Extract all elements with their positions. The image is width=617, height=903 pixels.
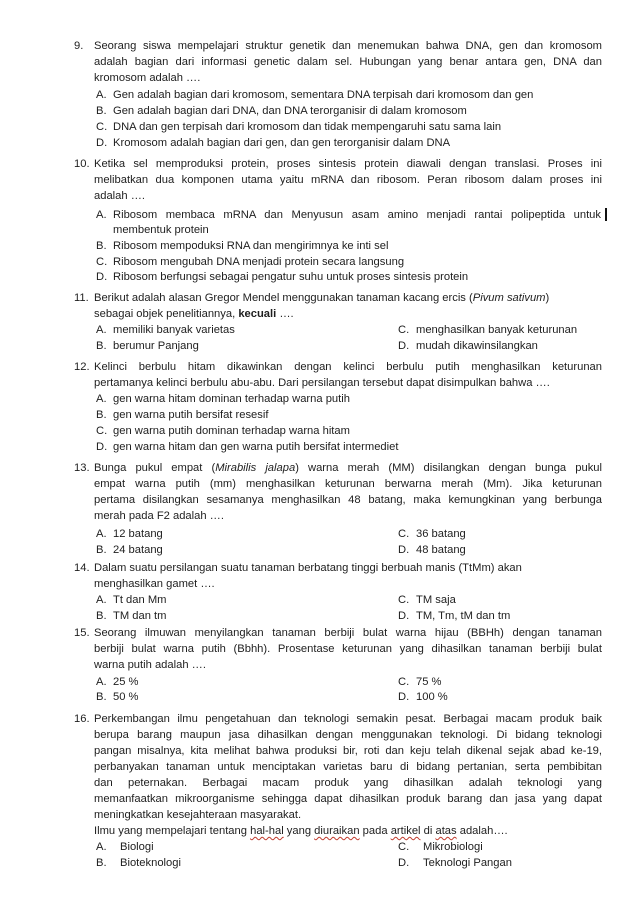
option-letter: B. bbox=[96, 240, 107, 252]
option-letter: A. bbox=[96, 393, 107, 405]
stem-text: Bunga pukul empat ( bbox=[94, 462, 216, 474]
option-letter: D. bbox=[398, 691, 410, 703]
option-text: Mikrobiologi bbox=[423, 841, 483, 853]
option-letter: B. bbox=[96, 340, 107, 352]
option-text: TM dan tm bbox=[113, 610, 167, 622]
option-text: TM saja bbox=[416, 594, 456, 606]
option-letter: D. bbox=[398, 544, 410, 556]
question-stem-line: meningkatkan kesejahteraan masyarakat. bbox=[94, 809, 302, 821]
option-text-continued: membentuk protein bbox=[113, 224, 209, 236]
question-number: 10. bbox=[74, 158, 90, 170]
option-letter: B. bbox=[96, 105, 107, 117]
question-stem-line: pertama disilangkan sesamanya menghasilkan 48 batang, maka kemungkinan yang berbunga bbox=[94, 494, 602, 506]
option-text: menghasilkan banyak keturunan bbox=[416, 324, 578, 336]
option-letter: A. bbox=[96, 841, 107, 853]
question-number: 14. bbox=[74, 562, 90, 574]
question-stem-line: Perkembangan ilmu pengetahuan dan teknologi semakin pesat. Berbagai macam produk baik bbox=[94, 713, 602, 725]
option-text: Ribosom membaca mRNA dan Menyusun asam amino menjadi rantai polipeptida untuk bbox=[113, 209, 601, 221]
option-letter: D. bbox=[96, 137, 108, 149]
option-text: Teknologi Pangan bbox=[423, 857, 512, 869]
question-stem-line: merah pada F2 adalah …. bbox=[94, 510, 224, 522]
option-letter: C. bbox=[398, 594, 410, 606]
option-text: Gen adalah bagian dari kromosom, sementara DNA terpisah dari kromosom dan gen bbox=[113, 89, 534, 101]
option-letter: C. bbox=[96, 425, 108, 437]
emphasis-word: kecuali bbox=[238, 308, 277, 320]
question-stem-line: adalah …. bbox=[94, 190, 145, 202]
stem-text: pada bbox=[359, 825, 391, 837]
option-text: Ribosom mengubah DNA menjadi protein secara langsung bbox=[113, 256, 405, 268]
option-text: gen warna hitam dominan terhadap warna putih bbox=[113, 393, 350, 405]
option-letter: D. bbox=[398, 340, 410, 352]
question-stem-line: warna putih adalah …. bbox=[94, 659, 206, 671]
option-text: Ribosom mempoduksi RNA dan mengirimnya ke inti sel bbox=[113, 240, 389, 252]
question-stem-line: dan peternakan. Berbagai macam produk yang dihasilkan adalah teknologi yang bbox=[94, 777, 602, 789]
option-text: 75 % bbox=[416, 676, 442, 688]
question-stem-line: kromosom adalah …. bbox=[94, 72, 201, 84]
question-stem-line: perbanyakan tanaman untuk menciptakan varietas baru di bidang pertanian, serta pembibitan bbox=[94, 761, 602, 773]
question-stem-line: memanfaatkan mikroorganisme sehingga dapat dihasilkan produk barang dan jasa yang dapat bbox=[94, 793, 602, 805]
option-letter: B. bbox=[96, 610, 107, 622]
question-stem-line: Seorang ilmuwan menyilangkan tanaman berbiji bulat warna hijau (BBHh) dengan tanaman bbox=[94, 627, 602, 639]
option-text: gen warna putih bersifat resesif bbox=[113, 409, 269, 421]
option-letter: C. bbox=[96, 256, 108, 268]
stem-text: adalah…. bbox=[456, 825, 508, 837]
stem-text: sebagai objek penelitiannya, bbox=[94, 308, 239, 320]
option-text: Tt dan Mm bbox=[113, 594, 167, 606]
option-letter: B. bbox=[96, 409, 107, 421]
option-letter: B. bbox=[96, 691, 107, 703]
option-text: 24 batang bbox=[113, 544, 163, 556]
question-stem-line: pangan misalnya, kita melihat bahwa produksi bir, roti dan keju telah dikenal sejak abad ke-19, bbox=[94, 745, 602, 757]
option-text: gen warna putih dominan terhadap warna hitam bbox=[113, 425, 350, 437]
stem-text: di bbox=[420, 825, 436, 837]
question-number: 12. bbox=[74, 361, 90, 373]
stem-text: …. bbox=[276, 308, 294, 320]
option-letter: C. bbox=[398, 324, 410, 336]
option-text: 48 batang bbox=[416, 544, 466, 556]
option-letter: A. bbox=[96, 594, 107, 606]
question-stem-line: Seorang siswa mempelajari struktur genetik dan menemukan bahwa DNA, gen dan kromosom bbox=[94, 40, 602, 52]
question-stem-line: Dalam suatu persilangan suatu tanaman berbatang tinggi berbuah manis (TtMm) akan bbox=[94, 562, 522, 574]
option-text: 25 % bbox=[113, 676, 139, 688]
option-letter: D. bbox=[96, 441, 108, 453]
question-stem-line: Kelinci berbulu hitam dikawinkan dengan kelinci berbulu putih menghasilkan keturunan bbox=[94, 361, 602, 373]
option-letter: D. bbox=[96, 271, 108, 283]
question-number: 15. bbox=[74, 627, 90, 639]
option-text: 100 % bbox=[416, 691, 448, 703]
option-letter: C. bbox=[398, 841, 410, 853]
question-stem-line: Ketika sel memproduksi protein, proses sintesis protein diawali dengan translasi. Proses ini bbox=[94, 158, 602, 170]
option-letter: B. bbox=[96, 857, 107, 869]
spellcheck-word: artikel bbox=[390, 825, 421, 837]
question-stem-line: berupa barang maupun jasa dihasilkan dengan menggunakan teknologi. Di bidang teknologi bbox=[94, 729, 602, 741]
option-text: berumur Panjang bbox=[113, 340, 199, 352]
option-text: 50 % bbox=[113, 691, 139, 703]
option-text: Biologi bbox=[120, 841, 154, 853]
question-stem-line: berbiji bulat warna putih (Bbhh). Prosentase keturunan yang dihasilkan tanaman berbiji bulat bbox=[94, 643, 602, 655]
option-text: 12 batang bbox=[113, 528, 163, 540]
option-letter: A. bbox=[96, 324, 107, 336]
option-text: mudah dikawinsilangkan bbox=[416, 340, 538, 352]
question-stem-line: menghasilkan gamet …. bbox=[94, 578, 215, 590]
option-letter: A. bbox=[96, 89, 107, 101]
question-stem-line: pertamanya kelinci berbulu abu-abu. Dari persilangan tersebut dapat disimpulkan bahwa …. bbox=[94, 377, 550, 389]
question-stem-line: melibatkan dua komponen utama yaitu mRNA dan ribosom. Peran ribosom dalam proses ini bbox=[94, 174, 602, 186]
option-letter: C. bbox=[398, 676, 410, 688]
option-letter: A. bbox=[96, 209, 107, 221]
stem-text: ) warna merah (MM) disilangkan dengan bunga pukul bbox=[295, 462, 602, 474]
question-stem-line: adalah bagian dari informasi genetic dalam sel. Hubungan yang benar antara gen, DNA dan bbox=[94, 56, 602, 68]
question-stem-line bbox=[94, 307, 294, 321]
option-letter: A. bbox=[96, 676, 107, 688]
question-stem-line: empat warna putih (mm) menghasilkan keturunan berwarna merah (Mm). Jika keturunan bbox=[94, 478, 602, 490]
option-letter: A. bbox=[96, 528, 107, 540]
stem-text: ) bbox=[545, 292, 550, 304]
option-text: gen warna hitam dan gen warna putih bersifat intermediet bbox=[113, 441, 399, 453]
spellcheck-word: atas bbox=[435, 825, 457, 837]
option-text: DNA dan gen terpisah dari kromosom dan tidak mempengaruhi satu sama lain bbox=[113, 121, 502, 133]
question-number: 9. bbox=[74, 40, 84, 52]
stem-text: Ilmu yang mempelajari tentang bbox=[94, 825, 251, 837]
option-letter: D. bbox=[398, 610, 410, 622]
option-text: Bioteknologi bbox=[120, 857, 181, 869]
option-text: 36 batang bbox=[416, 528, 466, 540]
option-letter: D. bbox=[398, 857, 410, 869]
option-text: Kromosom adalah bagian dari gen, dan gen terorganisir dalam DNA bbox=[113, 137, 451, 149]
option-letter: B. bbox=[96, 544, 107, 556]
option-text: TM, Tm, tM dan tm bbox=[416, 610, 511, 622]
question-prompt-line bbox=[94, 824, 508, 838]
text-cursor bbox=[605, 208, 607, 221]
scientific-name: Mirabilis jalapa bbox=[215, 462, 296, 474]
question-stem-line bbox=[94, 461, 602, 475]
scientific-name: Pivum sativum bbox=[472, 292, 546, 304]
option-text: Gen adalah bagian dari DNA, dan DNA terorganisir di dalam kromosom bbox=[113, 105, 467, 117]
question-stem-line bbox=[94, 291, 549, 305]
question-number: 11. bbox=[74, 292, 89, 304]
option-letter: C. bbox=[398, 528, 410, 540]
question-number: 16. bbox=[74, 713, 90, 725]
question-number: 13. bbox=[74, 462, 90, 474]
option-letter: C. bbox=[96, 121, 108, 133]
option-text: memiliki banyak varietas bbox=[113, 324, 235, 336]
spellcheck-word: diuraikan bbox=[314, 825, 360, 837]
stem-text: yang bbox=[283, 825, 315, 837]
option-text: Ribosom berfungsi sebagai pengatur suhu untuk proses sintesis protein bbox=[113, 271, 469, 283]
spellcheck-word: hal-hal bbox=[250, 825, 284, 837]
stem-text: Berikut adalah alasan Gregor Mendel menggunakan tanaman kacang ercis ( bbox=[94, 292, 473, 304]
